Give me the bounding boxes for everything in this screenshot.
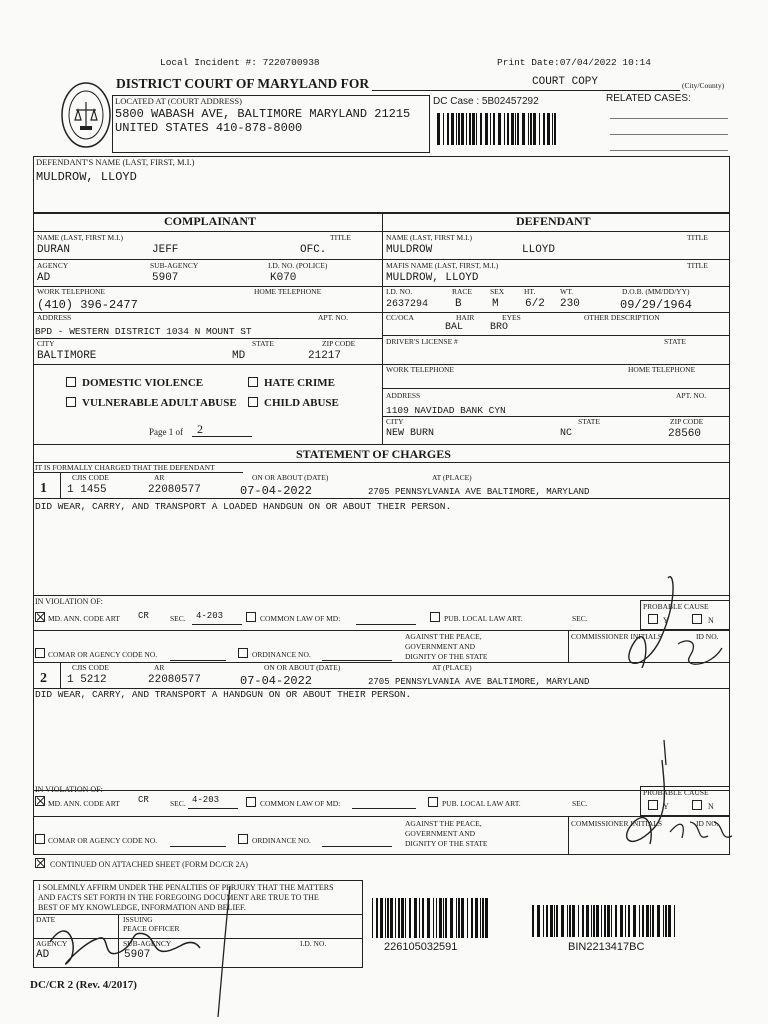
local-incident: Local Incident #: 7220700938 xyxy=(160,57,320,68)
hate-crime-checkbox[interactable] xyxy=(248,377,258,387)
hate-crime-label: HATE CRIME xyxy=(264,377,335,389)
continued-checkbox[interactable] xyxy=(35,858,45,868)
c2-comm-initials-label: COMMISSIONER INITIALS xyxy=(571,819,663,828)
comp-idno: K070 xyxy=(270,272,297,284)
c1-government-label: GOVERNMENT AND xyxy=(405,642,476,651)
charge-1-place: 2705 PENNSYLVANIA AVE BALTIMORE, MARYLAND xyxy=(368,487,590,497)
c1-violation-label: IN VIOLATION OF: xyxy=(35,597,103,606)
c2-sec: 4-203 xyxy=(192,795,220,805)
charge-1-ar: 22080577 xyxy=(148,484,201,496)
affirm-line3: BEST OF MY KNOWLEDGE, INFORMATION AND BELIEF. xyxy=(38,903,246,912)
handwritten-initials-icon xyxy=(590,560,740,880)
charge-2-number: 2 xyxy=(40,671,47,686)
comp-address-label: ADDRESS xyxy=(37,313,72,322)
c2-dignity-label: DIGNITY OF THE STATE xyxy=(405,839,488,848)
def-race: B xyxy=(455,298,462,310)
def-city-label: CITY xyxy=(386,417,404,426)
def-hometel-label: HOME TELEPHONE xyxy=(628,365,696,374)
c2-art: CR xyxy=(138,795,149,805)
court-address-line2: UNITED STATES 410-878-8000 xyxy=(115,121,303,135)
child-abuse-checkbox[interactable] xyxy=(248,397,258,407)
comp-city-label: CITY xyxy=(37,339,55,348)
def-city: NEW BURN xyxy=(386,428,435,439)
vulnerable-adult-label: VULNERABLE ADULT ABUSE xyxy=(82,397,237,409)
c1-pub-local-checkbox[interactable] xyxy=(430,612,440,622)
c2-sec2-label: SEC. xyxy=(572,799,588,808)
c1-ordinance-label: ORDINANCE NO. xyxy=(252,650,311,659)
def-dob-label: D.O.B. (MM/DD/YY) xyxy=(622,287,690,296)
c2-md-code-checkbox[interactable] xyxy=(35,796,45,806)
comp-idno-label: I.D. NO. (POLICE) xyxy=(268,261,328,270)
print-date: Print Date:07/04/2022 10:14 xyxy=(497,57,651,68)
charge-2-place: 2705 PENNSYLVANIA AVE BALTIMORE, MARYLAND xyxy=(368,677,590,687)
comp-address: BPD - WESTERN DISTRICT 1034 N MOUNT ST xyxy=(35,326,252,337)
def-title-label: TITLE xyxy=(687,233,708,242)
def-address-label: ADDRESS xyxy=(386,391,421,400)
charge-1-description: DID WEAR, CARRY, AND TRANSPORT A LOADED HANDGUN ON OR ABOUT THEIR PERSON. xyxy=(35,501,452,512)
c1-sec: 4-203 xyxy=(196,611,224,621)
c2-md-code-label: MD. ANN. CODE ART xyxy=(48,799,120,808)
affirm-issuing-label: ISSUING xyxy=(123,915,153,924)
affirm-agency: AD xyxy=(36,949,50,961)
c2-ordinance-checkbox[interactable] xyxy=(238,834,248,844)
form-id: DC/CR 2 (Rev. 4/2017) xyxy=(30,979,137,991)
def-sex-label: SEX xyxy=(490,287,505,296)
c2-date-label: ON OR ABOUT (DATE) xyxy=(264,663,341,672)
c1-comar-label: COMAR OR AGENCY CODE NO. xyxy=(48,650,158,659)
domestic-violence-checkbox[interactable] xyxy=(66,377,76,387)
comp-agency-label: AGENCY xyxy=(37,261,69,270)
c2-pc-no-label: N xyxy=(708,802,714,811)
comp-agency: AD xyxy=(37,272,51,284)
c1-ar-label: AR xyxy=(154,473,165,482)
comp-title: OFC. xyxy=(300,244,327,256)
affirm-line1: I SOLEMNLY AFFIRM UNDER THE PENALTIES OF PERJURY THAT THE MATTERS xyxy=(38,883,334,892)
c1-art: CR xyxy=(138,611,149,621)
def-eyes-label: EYES xyxy=(502,313,521,322)
charge-2-ar: 22080577 xyxy=(148,674,201,686)
comp-hometel-label: HOME TELEPHONE xyxy=(254,287,322,296)
c2-probable-cause-label: PROBABLE CAUSE xyxy=(643,788,709,797)
c1-date-label: ON OR ABOUT (DATE) xyxy=(252,473,329,482)
c1-sec-label: SEC. xyxy=(170,614,186,623)
c2-id-no-label: ID NO. xyxy=(696,819,719,828)
comp-last-name: DURAN xyxy=(37,244,71,256)
affirm-subagency: 5907 xyxy=(124,949,151,961)
def-wt: 230 xyxy=(560,298,580,310)
def-address: 1109 NAVIDAD BANK CYN xyxy=(386,405,506,416)
def-worktel-label: WORK TELEPHONE xyxy=(386,365,454,374)
c2-sec-label: SEC. xyxy=(170,799,186,808)
def-state: NC xyxy=(560,428,573,439)
c1-dignity-label: DIGNITY OF THE STATE xyxy=(405,652,488,661)
def-dl-label: DRIVER'S LICENSE # xyxy=(386,337,458,346)
def-state-label: STATE xyxy=(578,417,600,426)
comp-city: BALTIMORE xyxy=(37,350,97,362)
court-title: DISTRICT COURT OF MARYLAND FOR xyxy=(116,76,370,91)
c1-md-code-label: MD. ANN. CODE ART xyxy=(48,614,120,623)
dc-case-number: DC Case : 5B02457292 xyxy=(433,96,539,107)
def-id-label: I.D. NO. xyxy=(386,287,413,296)
c1-common-law-checkbox[interactable] xyxy=(246,612,256,622)
affirm-subagency-label: SUB-AGENCY xyxy=(123,939,172,948)
affirm-idno-label: I.D. NO. xyxy=(300,939,327,948)
def-eyes: BRO xyxy=(490,322,509,333)
comp-zip-label: ZIP CODE xyxy=(322,339,356,348)
def-ccoca-label: CC/OCA xyxy=(386,313,414,322)
c2-common-law-label: COMMON LAW OF MD: xyxy=(260,799,341,808)
c1-pc-yes-label: Y xyxy=(663,616,669,625)
c1-comm-initials-label: COMMISSIONER INITIALS xyxy=(571,632,663,641)
city-county-label: (City/County) xyxy=(682,81,725,90)
court-copy: COURT COPY xyxy=(532,76,599,88)
c2-pc-yes-label: Y xyxy=(663,802,669,811)
def-race-label: RACE xyxy=(452,287,473,296)
def-ht: 6/2 xyxy=(525,298,545,310)
comp-state-label: STATE xyxy=(252,339,274,348)
case-barcode xyxy=(437,113,557,145)
comp-worktel: (410) 396-2477 xyxy=(37,298,138,312)
charge-2-date: 07-04-2022 xyxy=(240,674,313,688)
def-zip: 28560 xyxy=(668,428,702,440)
c1-against-label: AGAINST THE PEACE, xyxy=(405,632,482,641)
def-last-name: MULDROW xyxy=(386,244,433,256)
comp-name-label: NAME (LAST, FIRST M.I.) xyxy=(37,233,123,242)
comp-zip: 21217 xyxy=(308,350,342,362)
comp-title-label: TITLE xyxy=(330,233,351,242)
bottom-barcode-right xyxy=(532,905,680,937)
def-mafis-label: MAFIS NAME (LAST, FIRST, M.I.) xyxy=(386,261,499,270)
affirm-agency-label: AGENCY xyxy=(36,939,68,948)
c2-ar-label: AR xyxy=(154,663,165,672)
defendant-header: DEFENDANT xyxy=(516,214,591,228)
affirm-officer-label: PEACE OFFICER xyxy=(123,924,180,933)
c1-md-code-checkbox[interactable] xyxy=(35,612,45,622)
c1-cjis-label: CJIS CODE xyxy=(72,473,109,482)
def-apt-label: APT. NO. xyxy=(676,391,707,400)
c2-ordinance-label: ORDINANCE NO. xyxy=(252,836,311,845)
def-id: 2637294 xyxy=(386,299,429,310)
charge-2-cjis: 1 5212 xyxy=(67,674,107,686)
c2-place-label: AT (PLACE) xyxy=(432,663,472,672)
charge-1-number: 1 xyxy=(40,481,47,496)
c1-probable-cause-label: PROBABLE CAUSE xyxy=(643,602,709,611)
def-first-name: LLOYD xyxy=(522,244,556,256)
def-zip-label: ZIP CODE xyxy=(670,417,704,426)
c1-pub-local-label: PUB. LOCAL LAW ART. xyxy=(444,614,523,623)
c1-sec2-label: SEC. xyxy=(572,614,588,623)
def-name-label: NAME (LAST, FIRST M.I.) xyxy=(386,233,472,242)
c1-ordinance-checkbox[interactable] xyxy=(238,648,248,658)
def-other-label: OTHER DESCRIPTION xyxy=(584,313,660,322)
c1-id-no-label: ID NO. xyxy=(696,632,719,641)
def-hair: BAL xyxy=(445,322,464,333)
officer-signature-icon xyxy=(40,882,260,1022)
bottom-barcode-left xyxy=(372,898,490,938)
affirm-date-label: DATE xyxy=(36,915,56,924)
c2-common-law-checkbox[interactable] xyxy=(246,797,256,807)
court-seal-icon xyxy=(60,80,112,150)
comp-worktel-label: WORK TELEPHONE xyxy=(37,287,105,296)
court-address-line1: 5800 WABASH AVE, BALTIMORE MARYLAND 21215 xyxy=(115,107,411,121)
def-hair-label: HAIR xyxy=(456,313,475,322)
child-abuse-label: CHILD ABUSE xyxy=(264,397,339,409)
charges-header: STATEMENT OF CHARGES xyxy=(296,447,451,461)
def-ht-label: HT. xyxy=(524,287,536,296)
def-sex: M xyxy=(492,298,499,310)
comp-subagency: 5907 xyxy=(152,272,179,284)
c2-cjis-label: CJIS CODE xyxy=(72,663,109,672)
c1-place-label: AT (PLACE) xyxy=(432,473,472,482)
def-dl-state-label: STATE xyxy=(664,337,686,346)
comp-first-name: JEFF xyxy=(152,244,179,256)
page-total: 2 xyxy=(197,422,203,436)
bottom-barcode-left-text: 226105032591 xyxy=(384,941,458,953)
comp-state: MD xyxy=(232,350,246,362)
def-dob: 09/29/1964 xyxy=(620,298,693,312)
charge-1-cjis: 1 1455 xyxy=(67,484,107,496)
c1-pc-no-label: N xyxy=(708,616,714,625)
vulnerable-adult-checkbox[interactable] xyxy=(66,397,76,407)
charge-2-description: DID WEAR, CARRY, AND TRANSPORT A HANDGUN ON OR ABOUT THEIR PERSON. xyxy=(35,689,412,700)
court-address-label: LOCATED AT (COURT ADDRESS) xyxy=(115,96,242,106)
defendant-name-label: DEFENDANT'S NAME (LAST, FIRST, M.I.) xyxy=(36,157,195,167)
defendant-name-value: MULDROW, LLOYD xyxy=(36,170,137,184)
def-wt-label: WT. xyxy=(560,287,573,296)
related-cases-label: RELATED CASES: xyxy=(606,93,691,104)
c2-violation-label: IN VIOLATION OF: xyxy=(35,785,103,794)
domestic-violence-label: DOMESTIC VIOLENCE xyxy=(82,377,204,389)
complainant-header: COMPLAINANT xyxy=(164,214,256,228)
c2-comar-checkbox[interactable] xyxy=(35,834,45,844)
def-mafis-title-label: TITLE xyxy=(687,261,708,270)
c2-comar-label: COMAR OR AGENCY CODE NO. xyxy=(48,836,158,845)
c2-against-label: AGAINST THE PEACE, xyxy=(405,819,482,828)
def-mafis-name: MULDROW, LLOYD xyxy=(386,272,479,284)
comp-apt-label: APT. NO. xyxy=(318,313,349,322)
c2-government-label: GOVERNMENT AND xyxy=(405,829,476,838)
charges-intro: IT IS FORMALLY CHARGED THAT THE DEFENDANT xyxy=(35,463,215,472)
c1-common-law-label: COMMON LAW OF MD: xyxy=(260,614,341,623)
bottom-barcode-right-text: BIN2213417BC xyxy=(568,941,645,953)
c2-pub-local-checkbox[interactable] xyxy=(428,797,438,807)
page-label: Page 1 of xyxy=(149,427,183,437)
continued-label: CONTINUED ON ATTACHED SHEET (FORM DC/CR 2A) xyxy=(50,860,248,869)
comp-subagency-label: SUB-AGENCY xyxy=(150,261,199,270)
charge-1-date: 07-04-2022 xyxy=(240,484,313,498)
c1-comar-checkbox[interactable] xyxy=(35,648,45,658)
c2-pub-local-label: PUB. LOCAL LAW ART. xyxy=(442,799,521,808)
affirm-line2: AND FACTS SET FORTH IN THE FOREGOING DOCUMENT ARE TRUE TO THE xyxy=(38,893,319,902)
